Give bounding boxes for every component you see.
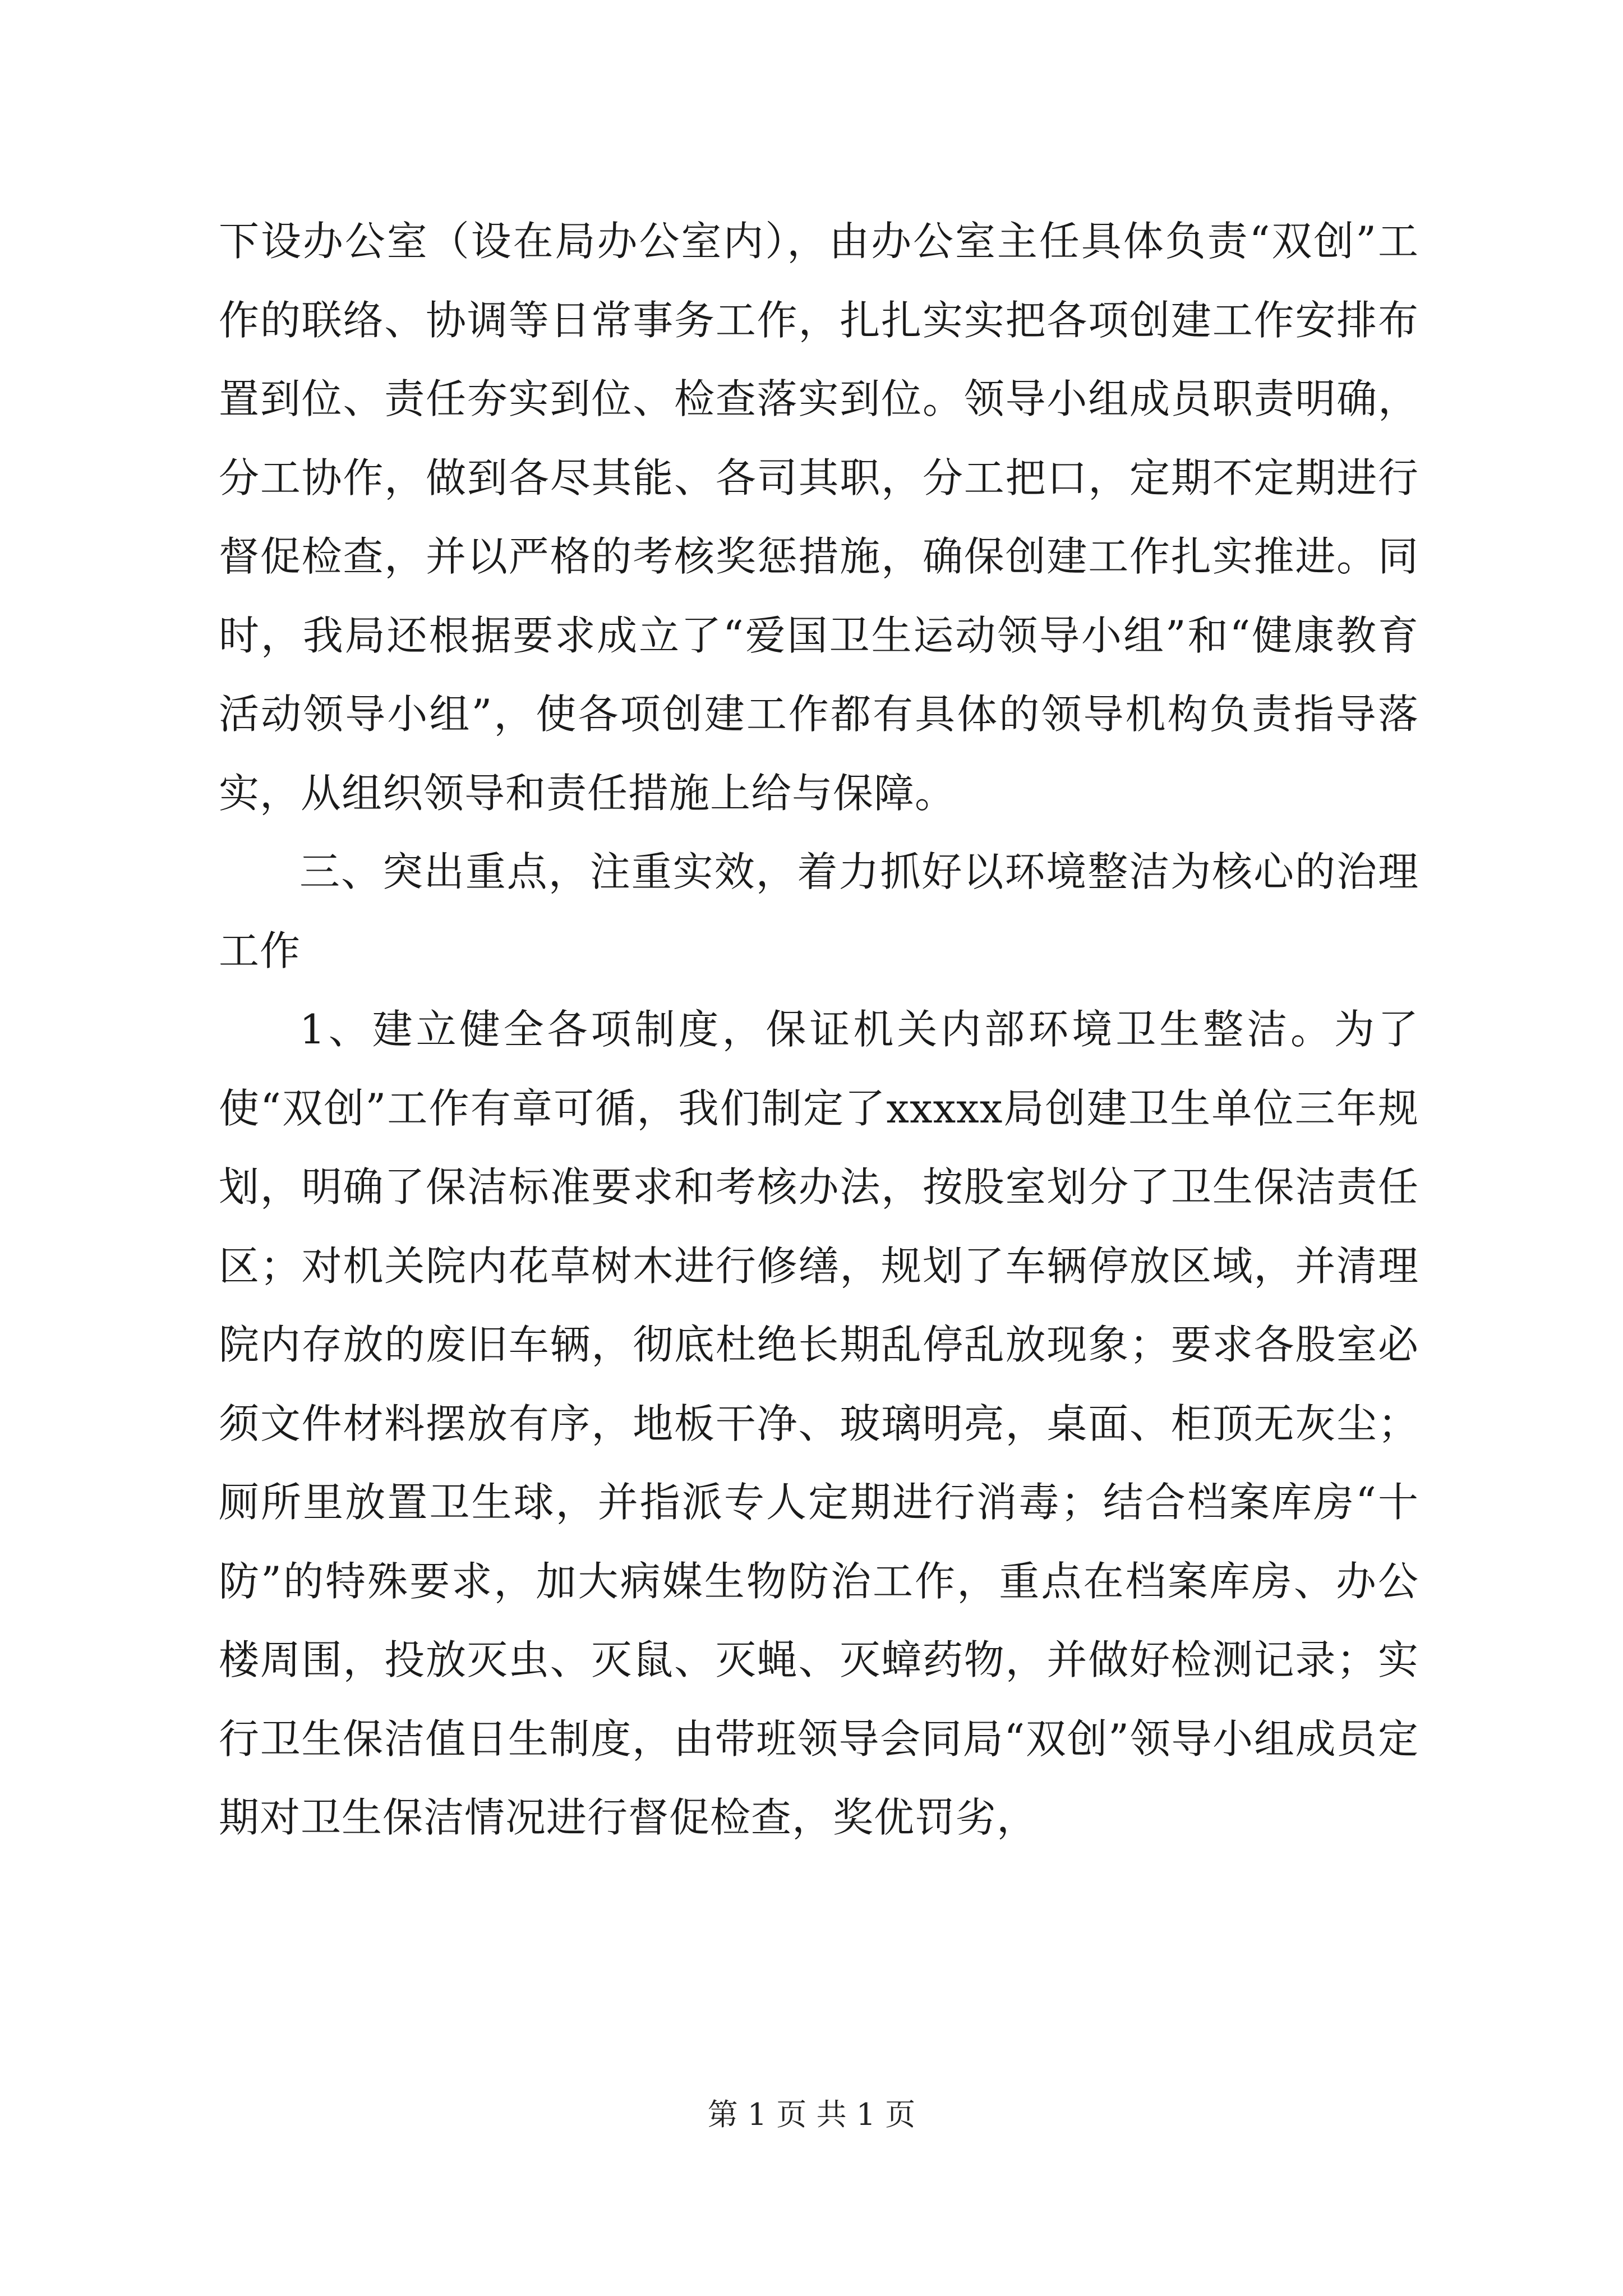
document-body	[219, 202, 1419, 1857]
page-footer: 第 1 页 共 1 页	[707, 2097, 916, 2132]
paragraph-leadership-office: 下设办公室（设在局办公室内），由办公室主任具体负责“双创”工作的联络、协调等日常事务工作，扎扎实实把各项创建工作安排布置到位、责任夯实到位、检查落实到位。领导小组成员职责明确，分工协作，做到各尽其能、各司其职，分工把口，定期不定期进行督促检查，并以严格的考核奖惩措施，确保创建工作扎实推进。同时，我局还根据要求成立了“爱国卫生运动领导小组”和“健康教育活动领导小组”，使各项创建工作都有具体的领导机构负责指导落实，从组织领导和责任措施上给与保障。	[219, 218, 1419, 817]
paragraph-item-one-regulations: 1、建立健全各项制度，保证机关内部环境卫生整洁。为了使“双创”工作有章可循，我们制定了xxxxx局创建卫生单位三年规划，明确了保洁标准要求和考核办法，按股室划分了卫生保洁责任区；对机关院内花草树木进行修缮，规划了车辆停放区域，并清理院内存放的废旧车辆，彻底杜绝长期乱停乱放现象；要求各股室必须文件材料摆放有序，地板干净、玻璃明亮，桌面、柜顶无灰尘；厕所里放置卫生球，并指派专人定期进行消毒；结合档案库房“十防”的特殊要求，加大病媒生物防治工作，重点在档案库房、办公楼周围，投放灭虫、灭鼠、灭蝇、灭蟑药物，并做好检测记录；实行卫生保洁值日生制度，由带班领导会同局“双创”领导小组成员定期对卫生保洁情况进行督促检查，奖优罚劣，	[219, 1006, 1419, 1841]
paragraph-section-three-heading: 三、突出重点，注重实效，着力抓好以环境整洁为核心的治理工作	[219, 848, 1419, 974]
